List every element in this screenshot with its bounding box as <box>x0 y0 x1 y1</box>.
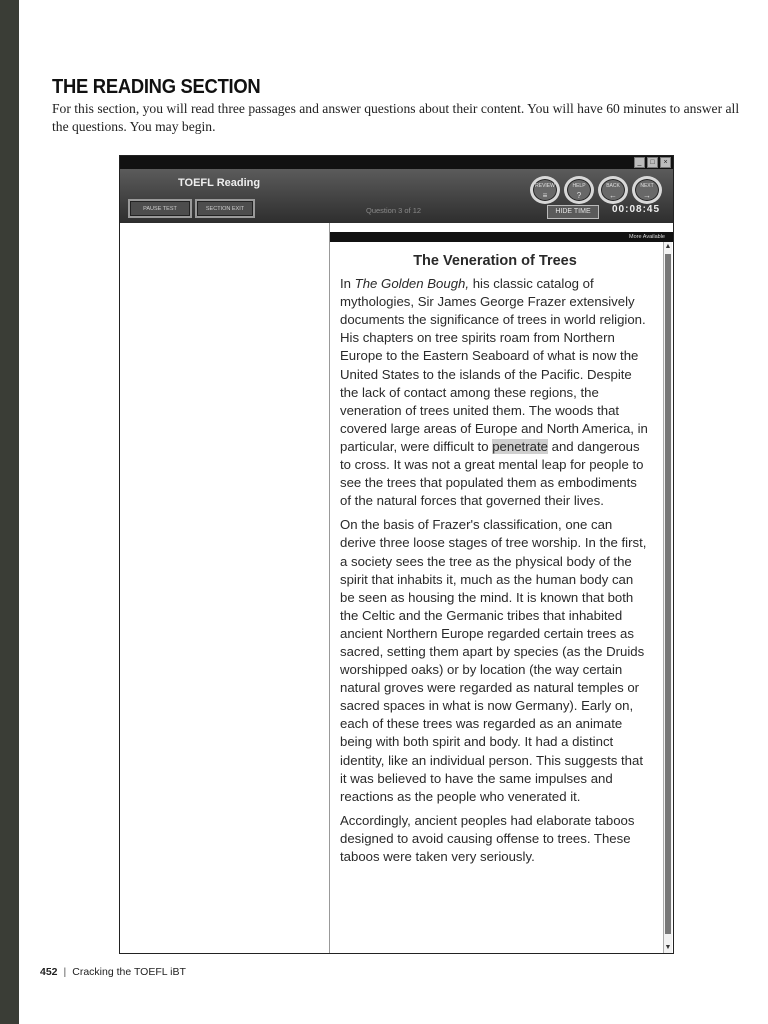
pause-test-button[interactable]: PAUSE TEST <box>128 199 192 218</box>
help-label: HELP <box>572 183 586 189</box>
highlighted-word: penetrate <box>492 438 548 454</box>
toefl-window <box>119 155 674 954</box>
passage-paragraph-2: On the basis of Frazer's classification, one can derive three loose stages of tree worship. In the first, a society sees the tree as the physical body of the spirit that inhabits it, much as the human body can be seen as housing the mind. It is known that both the Celtic and the Germanic tribes that inhabited ancient Northern Europe regarded certain trees as sacred, setting them apart by species (as the Druids worshipped oaks) or by location (the way certain natural groves were regarded as natural temples or sacred spaces in what is now Germany). Early on, each of these trees was regarded as an animate being with both spirit and body. It had a distinct identity, like an individual person. This suggests that it was believed to have the same impulses and reactions as the people who venerated it. <box>340 517 647 804</box>
review-button[interactable] <box>530 176 560 204</box>
scroll-up-icon[interactable]: ▲ <box>664 243 672 250</box>
section-exit-button[interactable]: SECTION EXIT <box>195 199 255 218</box>
question-pane <box>120 223 330 953</box>
section-intro: For this section, you will read three passages and answer questions about their content. You will have 60 minutes to answer all the questions. You may begin. <box>52 101 740 134</box>
scroll-down-icon[interactable]: ▼ <box>664 944 672 951</box>
test-toolbar <box>120 169 673 223</box>
passage-scrollbar[interactable] <box>663 242 672 953</box>
next-button[interactable] <box>632 176 662 204</box>
section-title: THE READING SECTION <box>52 76 261 98</box>
countdown-timer: 00:08:45 <box>612 204 661 215</box>
app-title: TOEFL Reading <box>178 177 261 189</box>
minimize-icon[interactable]: _ <box>634 157 645 168</box>
review-icon: ≡ <box>542 191 548 200</box>
arrow-right-icon: → <box>643 191 651 200</box>
more-available-bar <box>330 232 673 242</box>
p1-mid: his classic catalog of mythologies, Sir James George Frazer extensively documents the significance of trees in world religion. His chapters on tree spirits roam from Northern Europe to the Eastern Seaboard of what is now the United States to the islands of the Pacific. Despite the lack of contact among these regions, the veneration of trees united them. The woods that covered large areas of Europe and North America, in particular, were difficult to <box>340 276 648 454</box>
p1-pre: In <box>340 276 355 292</box>
footer-separator: | <box>63 966 67 978</box>
maximize-icon[interactable]: □ <box>647 157 658 168</box>
help-button[interactable] <box>564 176 594 204</box>
review-label: REVIEW <box>535 183 555 189</box>
next-label: NEXT <box>640 183 654 189</box>
question-counter: Question 3 of 12 <box>366 206 422 215</box>
help-icon: ? <box>576 191 582 200</box>
page-edge-bar <box>0 0 19 1024</box>
more-available-label: More Available <box>629 234 665 240</box>
back-label: BACK <box>606 183 620 189</box>
back-button[interactable] <box>598 176 628 204</box>
page-footer <box>40 966 186 978</box>
passage-text <box>340 252 650 872</box>
arrow-left-icon: ← <box>609 191 617 200</box>
page-number: 452 <box>40 966 58 978</box>
hide-time-button[interactable]: HIDE TIME <box>547 205 599 219</box>
p1-post: and dangerous to cross. It was not a great mental leap for people to see the trees that populated them as embodiments of the natural forces that governed their lives. <box>340 438 644 509</box>
passage-paragraph-3: Accordingly, ancient peoples had elaborate taboos designed to avoid causing offense to trees. These taboos were taken very seriously. <box>340 812 635 864</box>
close-icon[interactable]: × <box>660 157 671 168</box>
scroll-thumb[interactable] <box>665 254 671 934</box>
window-title-strip <box>120 156 673 169</box>
book-title: The Golden Bough, <box>354 276 470 292</box>
passage-title: The Veneration of Trees <box>413 253 577 269</box>
passage-paragraph-1 <box>340 275 650 510</box>
book-title-footer: Cracking the TOEFL iBT <box>72 966 186 978</box>
window-controls <box>634 157 671 168</box>
